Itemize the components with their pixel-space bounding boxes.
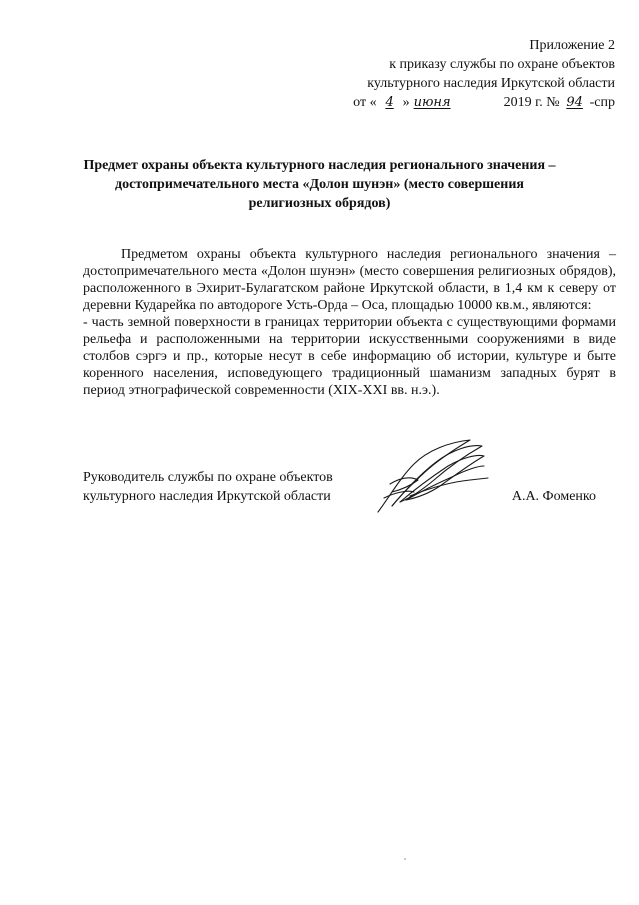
position-line-1: Руководитель службы по охране объектов xyxy=(83,470,333,485)
body-paragraph-1: Предметом охраны объекта культурного наследия регионального значения – достопримечательного места «Долон шунэн» (место совершения религиозных обрядов), расположенного в Эхирит-Булагатском районе Иркутской области, в 1,4 км к северу от деревни Кударейка по автодороге Усть-Орда – Оса, площадью 10000 кв.м., являются: xyxy=(83,247,616,313)
handwritten-signature xyxy=(370,436,520,516)
scan-speck xyxy=(404,858,406,860)
signatory-name: А.А. Фоменко xyxy=(511,489,596,504)
number-suffix: -спр xyxy=(589,95,615,110)
title-line-3: религиозных обрядов) xyxy=(248,196,391,211)
year-text: 2019 г. № xyxy=(503,95,560,110)
title-line-1: Предмет охраны объекта культурного наследия регионального значения – xyxy=(83,158,556,173)
appendix-header xyxy=(235,36,615,112)
order-authority-line: культурного наследия Иркутской области xyxy=(367,76,615,91)
signature-block xyxy=(83,468,616,506)
document-body xyxy=(83,246,616,399)
title-line-2: достопримечательного места «Долон шунэн» (место совершения xyxy=(115,177,524,192)
document-title xyxy=(80,156,559,213)
handwritten-month: июня xyxy=(413,95,451,110)
body-paragraph-2: - часть земной поверхности в границах территории объекта с существующими формами рельефа и расположенными на территории искусственными сооружениями в виде столбов сэргэ и пр., которые несут в себе информацию об истории, культуре и быте коренного населения, исповедующего традиционный шаманизм западных бурят в период этнографической современности (XIX-XXI вв. н.э.). xyxy=(83,315,616,398)
position-line-2: культурного наследия Иркутской области xyxy=(83,489,331,504)
date-mid: » xyxy=(402,95,410,110)
handwritten-order-number: 94 xyxy=(566,95,583,110)
order-date-line xyxy=(235,93,615,112)
handwritten-day: 4 xyxy=(385,95,394,110)
order-reference-line: к приказу службы по охране объектов xyxy=(389,57,615,72)
appendix-number: Приложение 2 xyxy=(529,38,615,53)
date-prefix: от « xyxy=(353,95,377,110)
